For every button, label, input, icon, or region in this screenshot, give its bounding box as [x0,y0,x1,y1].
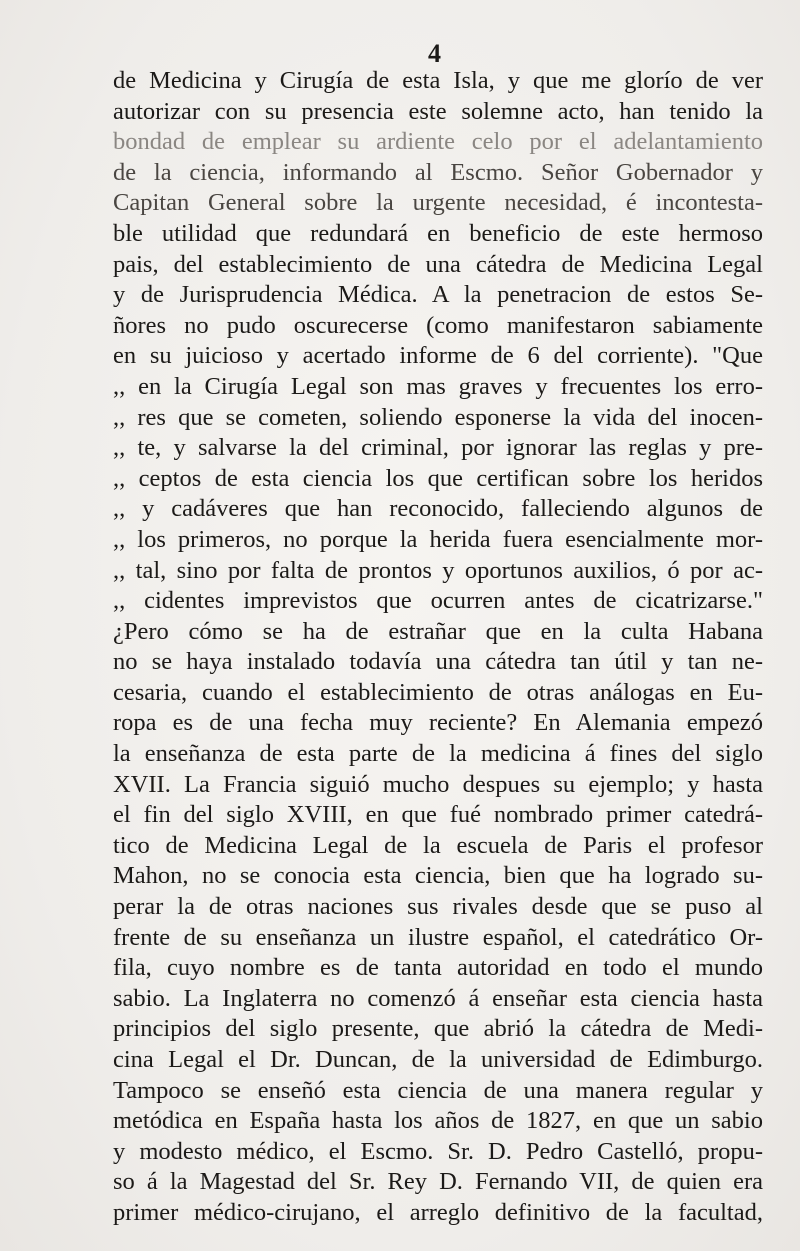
text-line: principios del siglo presente, que abrió la cátedra de Medi- [113,1015,763,1043]
text-line: cina Legal el Dr. Duncan, de la universidad de Edimburgo. [113,1046,763,1073]
text-line: ,, los primeros, no porque la herida fuera esencialmente mor- [113,525,763,553]
text-line: ñores no pudo oscurecerse (como manifestaron sabiamente [113,311,763,339]
text-line: Capitan General sobre la urgente necesidad, é incontesta- [113,189,763,217]
text-line: Tampoco se enseñó esta ciencia de una manera regular y [113,1076,763,1104]
text-line: ¿Pero cómo se ha de estrañar que en la culta Habana [113,617,763,645]
page-number: 4 [428,39,441,68]
text-line: perar la de otras naciones sus rivales desde que se puso al [113,893,763,921]
text-line: bondad de emplear su ardiente celo por el adelantamiento [113,128,763,156]
text-line: sabio. La Inglaterra no comenzó á enseñar esta ciencia hasta [113,984,763,1012]
text-line: y modesto médico, el Escmo. Sr. D. Pedro Castelló, propu- [113,1137,763,1165]
text-line: frente de su enseñanza un ilustre español, el catedrático Or- [113,923,763,951]
text-line: ,, tal, sino por falta de prontos y oportunos auxilios, ó por ac- [113,556,763,584]
text-line: Mahon, no se conocia esta ciencia, bien que ha logrado su- [113,862,763,890]
text-line: el fin del siglo XVIII, en que fué nombrado primer catedrá- [113,801,763,829]
body-text [113,66,763,1229]
text-line: la enseñanza de esta parte de la medicina á fines del siglo [113,740,763,768]
text-line: pais, del establecimiento de una cátedra de Medicina Legal [113,250,763,278]
text-line: no se haya instalado todavía una cátedra tan útil y tan ne- [113,648,763,676]
text-line: ,, te, y salvarse la del criminal, por ignorar las reglas y pre- [113,434,763,462]
text-line: ,, cidentes imprevistos que ocurren antes de cicatrizarse." [113,587,763,615]
text-line: autorizar con su presencia este solemne acto, han tenido la [113,97,763,125]
text-line: ,, ceptos de esta ciencia los que certifican sobre los heridos [113,464,763,492]
text-line: ,, res que se cometen, soliendo esponerse la vida del inocen- [113,403,763,431]
text-line: de la ciencia, informando al Escmo. Señor Gobernador y [113,158,763,186]
text-line: ,, en la Cirugía Legal son mas graves y frecuentes los erro- [113,372,763,400]
text-line: XVII. La Francia siguió mucho despues su ejemplo; y hasta [113,770,763,798]
text-line: y de Jurisprudencia Médica. A la penetracion de estos Se- [113,281,763,309]
text-line: de Medicina y Cirugía de esta Isla, y que me glorío de ver [113,67,763,94]
text-line: so á la Magestad del Sr. Rey D. Fernando VII, de quien era [113,1168,763,1196]
text-line: cesaria, cuando el establecimiento de otras análogas en Eu- [113,678,763,706]
text-line: ,, y cadáveres que han reconocido, falleciendo algunos de [113,495,763,523]
text-line: ropa es de una fecha muy reciente? En Alemania empezó [113,709,763,737]
text-line: tico de Medicina Legal de la escuela de Paris el profesor [113,831,763,859]
text-line: metódica en España hasta los años de 1827, en que un sabio [113,1107,763,1135]
text-line: ble utilidad que redundará en beneficio de este hermoso [113,219,763,247]
text-line: fila, cuyo nombre es de tanta autoridad en todo el mundo [113,954,763,982]
text-line: en su juicioso y acertado informe de 6 del corriente). "Que [113,342,763,370]
text-line: primer médico-cirujano, el arreglo definitivo de la facultad, [113,1198,763,1226]
